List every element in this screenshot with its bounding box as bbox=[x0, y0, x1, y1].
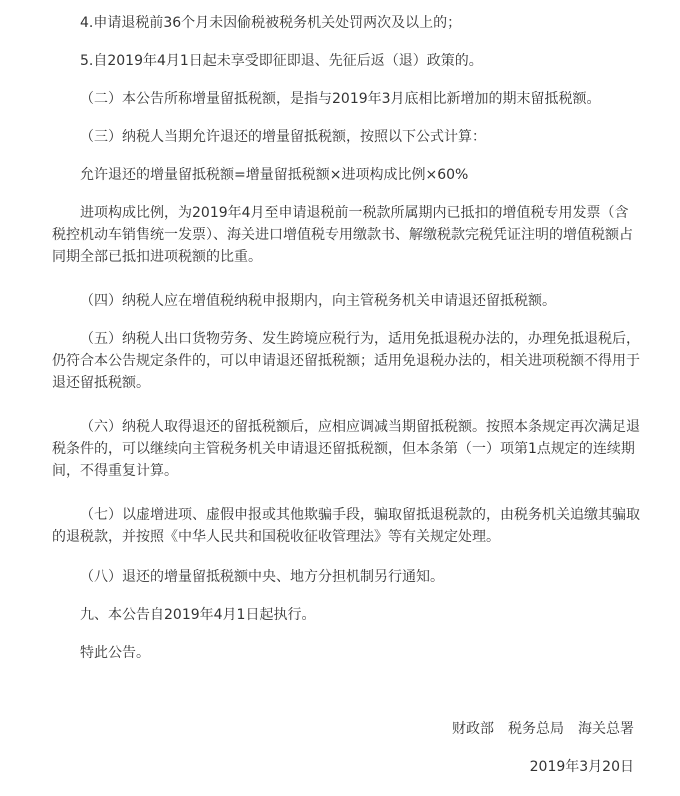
section-4: （四）纳税人应在增值税纳税申报期内，向主管税务机关申请退还留抵税额。 bbox=[80, 293, 556, 309]
section-3: （三）纳税人当期允许退还的增量留抵税额，按照以下公式计算： bbox=[80, 129, 486, 145]
issue-date: 2019年3月20日 bbox=[529, 759, 634, 775]
section-6: （六）纳税人取得退还的留抵税额后，应相应调减当期留抵税额。按照本条规定再次满足退税条件的，可以继续向主管税务机关申请退还留抵税额，但本条第（一）项第1点规定的连续期间，不得重复计算。 bbox=[52, 419, 640, 479]
section-2: （二）本公告所称增量留抵税额，是指与2019年3月底相比新增加的期末留抵税额。 bbox=[80, 91, 601, 107]
issuing-authorities: 财政部 税务总局 海关总署 bbox=[452, 721, 634, 737]
condition-5: 5.自2019年4月1日起未享受即征即退、先征后返（退）政策的。 bbox=[80, 53, 483, 69]
condition-4: 4.申请退税前36个月未因偷税被税务机关处罚两次及以上的； bbox=[80, 15, 462, 31]
closing-remark: 特此公告。 bbox=[80, 645, 150, 661]
section-7: （七）以虚增进项、虚假申报或其他欺骗手段，骗取留抵退税款的，由税务机关追缴其骗取的退税款，并按照《中华人民共和国税收征收管理法》等有关规定处理。 bbox=[52, 507, 640, 545]
formula: 允许退还的增量留抵税额=增量留抵税额×进项构成比例×60% bbox=[80, 167, 469, 183]
article-9: 九、本公告自2019年4月1日起执行。 bbox=[80, 607, 316, 623]
ratio-definition: 进项构成比例，为2019年4月至申请退税前一税款所属期内已抵扣的增值税专用发票（含税控机动车销售统一发票）、海关进口增值税专用缴款书、解缴税款完税凭证注明的增值税额占同期全部已抵扣进项税额的比重。 bbox=[52, 205, 633, 265]
section-8: （八）退还的增量留抵税额中央、地方分担机制另行通知。 bbox=[80, 569, 444, 585]
section-5: （五）纳税人出口货物劳务、发生跨境应税行为，适用免抵退税办法的，办理免抵退税后，仍符合本公告规定条件的，可以申请退还留抵税额；适用免退税办法的，相关进项税额不得用于退还留抵税额。 bbox=[52, 331, 640, 391]
